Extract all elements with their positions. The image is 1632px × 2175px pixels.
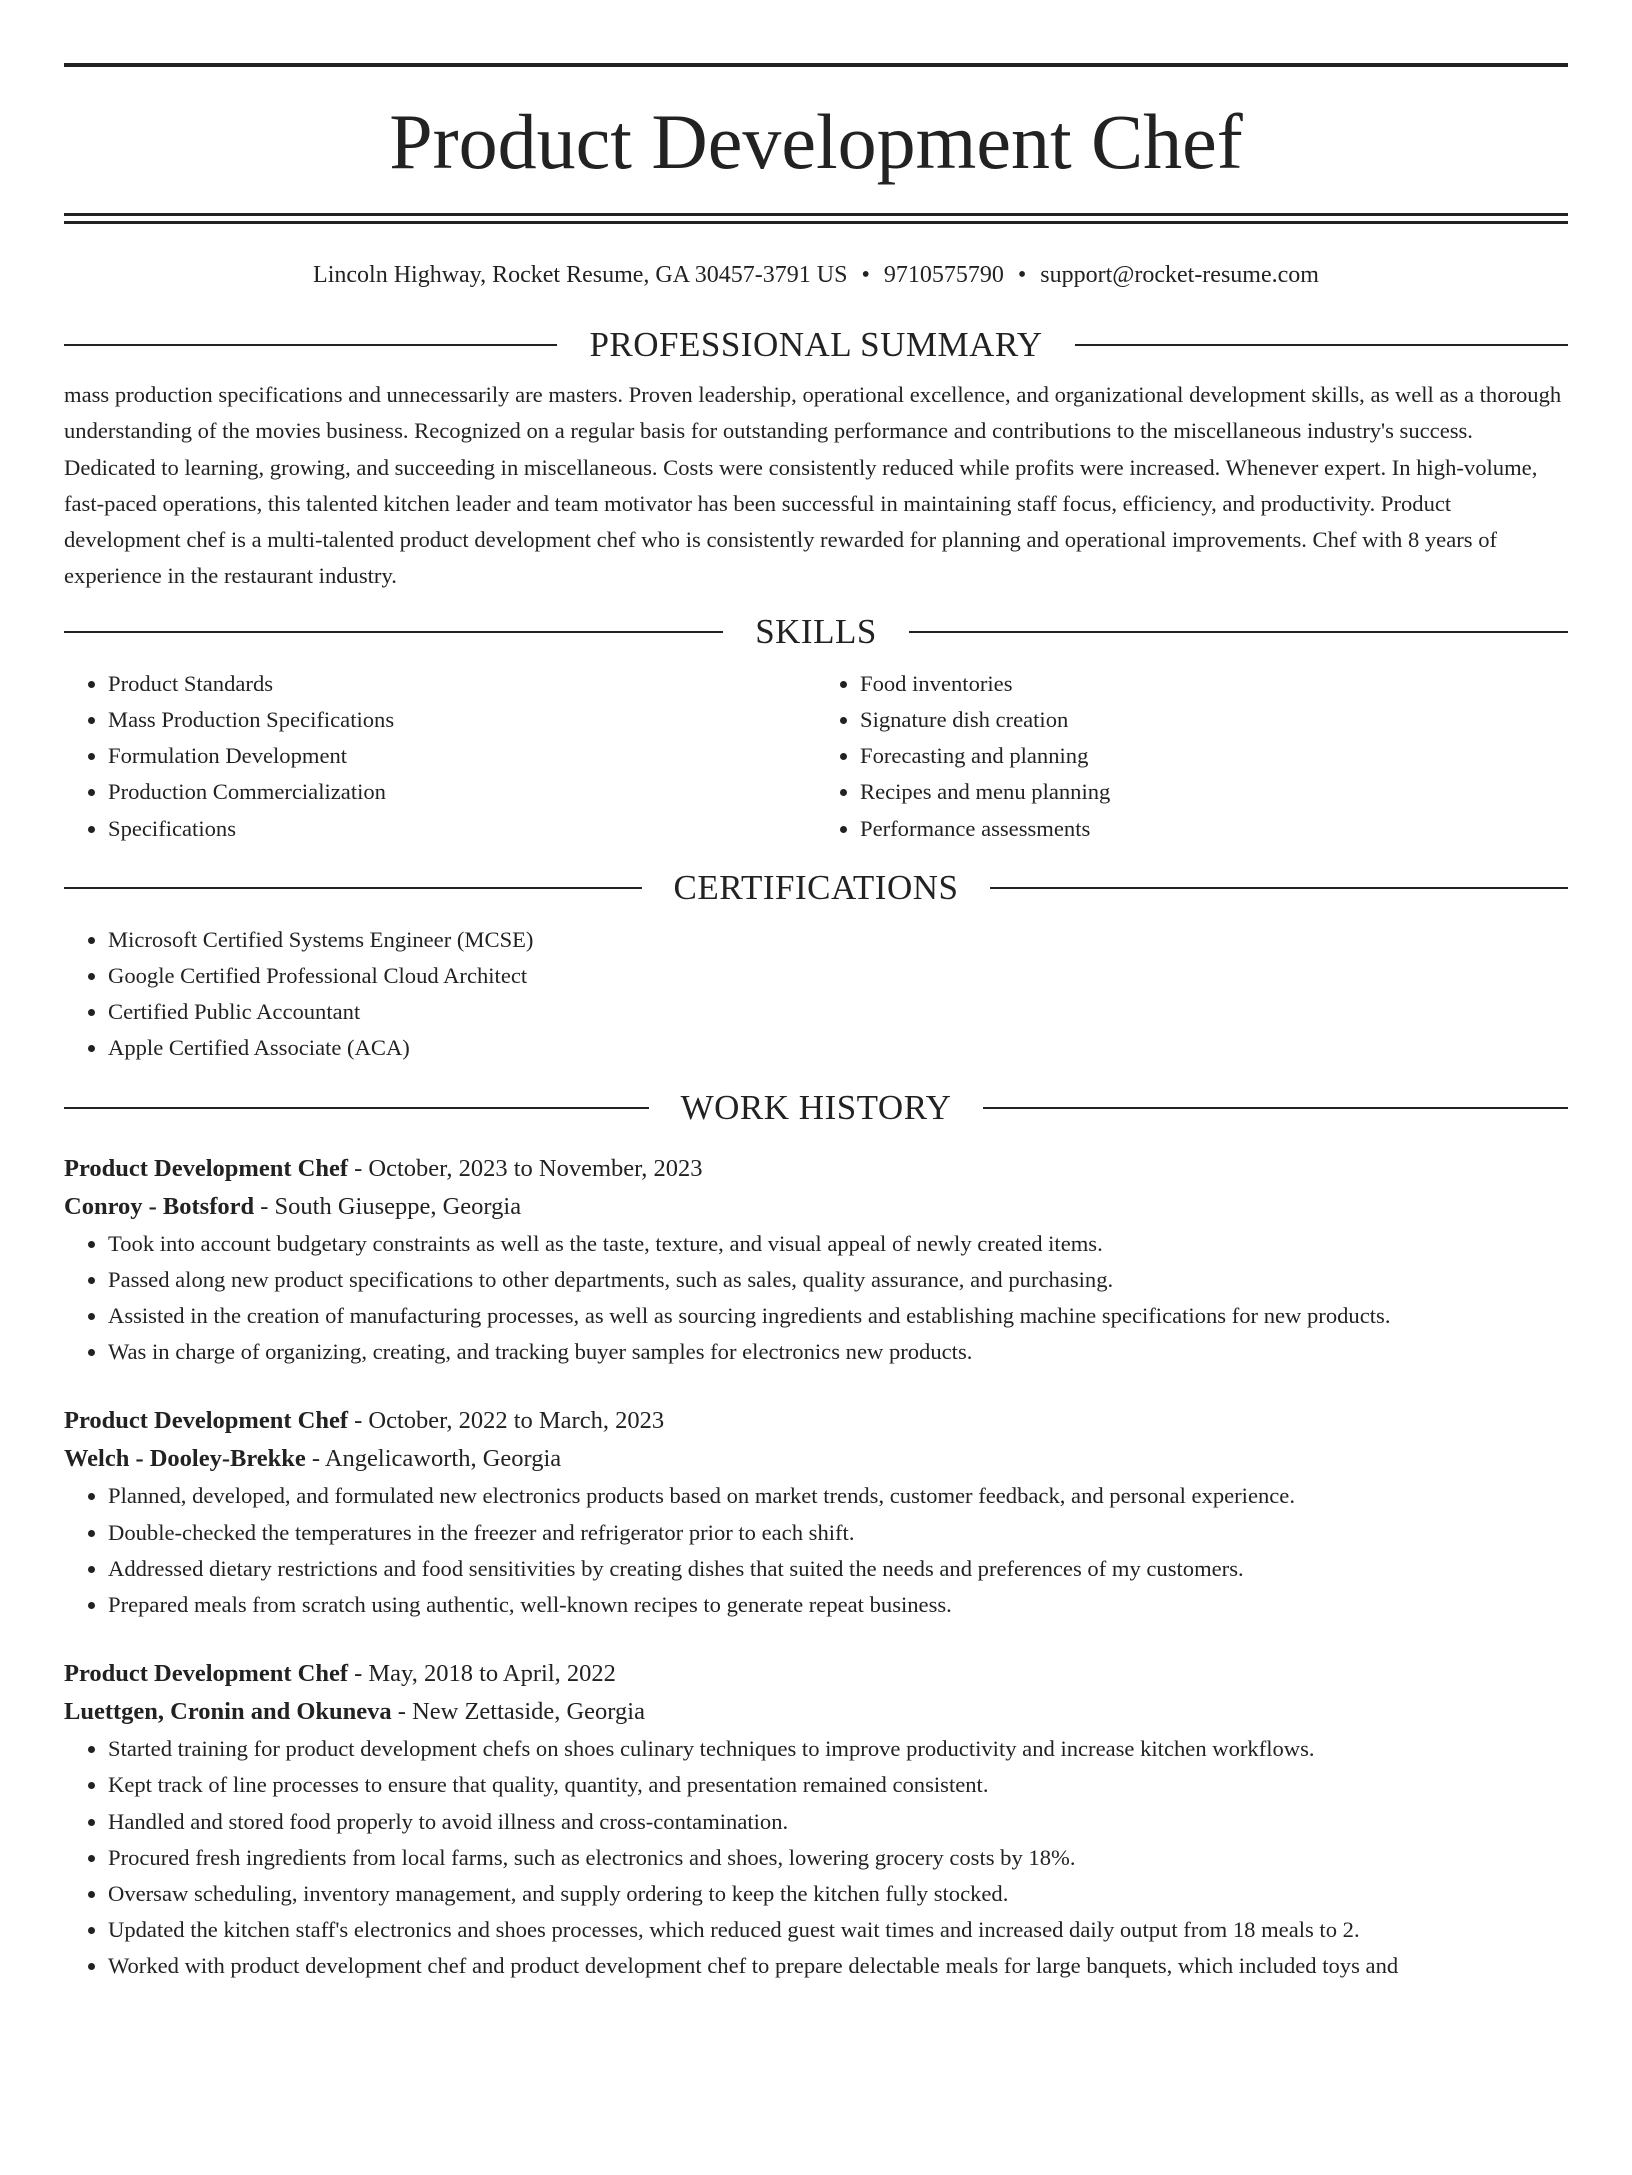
job-bullet: • Procured fresh ingredients from local farms, such as electronics and shoes, lowering grocery costs by 18%.: [108, 1840, 1568, 1876]
skill-item: • Formulation Development: [108, 738, 816, 774]
job-company: Luettgen, Cronin and Okuneva: [64, 1698, 392, 1726]
double-rule: [64, 213, 1568, 224]
job-bullet: • Was in charge of organizing, creating, and tracking buyer samples for electronics new products.: [108, 1334, 1568, 1370]
summary-text: mass production specifications and unnecessarily are masters. Proven leadership, operational excellence, and organizational development skills, as well as a thorough understanding of the movies business. Recognized on a regular basis for outstanding performance and contributions to the miscellaneous industry's success. Dedicated to learning, growing, and succeeding in miscellaneous. Costs were consistently reduced while profits were increased. Whenever expert. In high-volume, fast-paced operations, this talented kitchen leader and team motivator has been successful in maintaining staff focus, efficiency, and productivity. Product development chef is a multi-talented product development chef who is consistently rewarded for planning and operational improvements. Chef with 8 years of experience in the restaurant industry.: [64, 382, 1562, 589]
divider-line: [1075, 344, 1568, 346]
job-bullet: • Prepared meals from scratch using authentic, well-known recipes to generate repeat business.: [108, 1587, 1568, 1623]
job-company: Welch - Dooley-Brekke: [64, 1445, 306, 1473]
summary-title: PROFESSIONAL SUMMARY: [589, 325, 1043, 364]
top-rule: [64, 63, 1568, 67]
certifications-title: CERTIFICATIONS: [673, 867, 959, 907]
job-company-line: [64, 1693, 1568, 1731]
work-section-header: [64, 1088, 1568, 1128]
job-title-line: [64, 1150, 1568, 1188]
skill-item: • Mass Production Specifications: [108, 702, 816, 738]
contact-line: [64, 260, 1568, 290]
job-bullets: [64, 1731, 1568, 1984]
skill-item: • Food inventories: [860, 666, 1568, 702]
contact-phone: 9710575790: [883, 262, 1004, 288]
skills-column-left: [64, 666, 816, 847]
skills-column-right: [816, 666, 1568, 847]
resume-page: [0, 63, 1632, 2175]
skills-columns: [64, 666, 1568, 847]
resume-name: Product Development Chef: [389, 98, 1243, 185]
contact-separator: •: [1017, 262, 1027, 288]
job-entry: [64, 1655, 1568, 1984]
skill-item: • Production Commercialization: [108, 774, 816, 810]
job-bullet: • Oversaw scheduling, inventory management, and supply ordering to keep the kitchen fully stocked.: [108, 1876, 1568, 1912]
divider-line: [990, 887, 1568, 889]
job-bullets: [64, 1226, 1568, 1371]
job-bullet: • Addressed dietary restrictions and food sensitivities by creating dishes that suited the needs and preferences of my customers.: [108, 1551, 1568, 1587]
divider-line: [909, 631, 1568, 633]
divider-line: [983, 1107, 1568, 1109]
job-bullets: [64, 1478, 1568, 1623]
job-bullet: • Double-checked the temperatures in the freezer and refrigerator prior to each shift.: [108, 1515, 1568, 1551]
job-role: Product Development Chef: [64, 1660, 348, 1688]
certifications-list: [64, 922, 1568, 1067]
job-company-line: [64, 1440, 1568, 1478]
job-company-line: [64, 1188, 1568, 1226]
job-location: - Angelicaworth, Georgia: [305, 1445, 562, 1473]
skill-item: • Specifications: [108, 811, 816, 847]
certification-item: • Apple Certified Associate (ACA): [108, 1030, 1568, 1066]
job-bullet: • Passed along new product specifications to other departments, such as sales, quality assurance, and purchasing.: [108, 1262, 1568, 1298]
job-role: Product Development Chef: [64, 1407, 348, 1435]
job-bullet: • Handled and stored food properly to avoid illness and cross-contamination.: [108, 1804, 1568, 1840]
job-dates: - October, 2022 to March, 2023: [347, 1407, 665, 1435]
work-title: WORK HISTORY: [680, 1087, 952, 1127]
job-location: - South Giuseppe, Georgia: [254, 1192, 522, 1220]
job-bullet: • Took into account budgetary constraints as well as the taste, texture, and visual appeal of newly created items.: [108, 1226, 1568, 1262]
skill-item: • Signature dish creation: [860, 702, 1568, 738]
job-dates: - October, 2023 to November, 2023: [347, 1154, 703, 1182]
contact-separator: •: [861, 262, 870, 288]
job-bullet: • Updated the kitchen staff's electronics and shoes processes, which reduced guest wait times and increased daily output from 18 meals to 2.: [108, 1912, 1568, 1948]
contact-address: Lincoln Highway, Rocket Resume, GA 30457-3791 US: [313, 262, 848, 288]
skill-item: • Performance assessments: [860, 811, 1568, 847]
skill-item: • Forecasting and planning: [860, 738, 1568, 774]
job-bullet: • Kept track of line processes to ensure that quality, quantity, and presentation remained consistent.: [108, 1767, 1568, 1803]
job-entry: [64, 1150, 1568, 1371]
job-bullet: • Assisted in the creation of manufacturing processes, as well as sourcing ingredients and establishing machine specifications for new products.: [108, 1298, 1568, 1334]
summary-section-header: [64, 325, 1568, 365]
job-bullet: • Worked with product development chef and product development chef to prepare delectable meals for large banquets, which included toys and: [108, 1948, 1568, 1984]
certification-item: • Google Certified Professional Cloud Architect: [108, 958, 1568, 994]
job-company: Conroy - Botsford: [64, 1192, 255, 1220]
job-title-line: [64, 1402, 1568, 1440]
divider-line: [64, 631, 723, 633]
contact-email: support@rocket-resume.com: [1040, 262, 1319, 288]
job-bullet: • Planned, developed, and formulated new electronics products based on market trends, customer feedback, and personal experience.: [108, 1478, 1568, 1514]
skill-item: • Product Standards: [108, 666, 816, 702]
certifications-section-header: [64, 868, 1568, 908]
divider-line: [64, 344, 557, 346]
job-title-line: [64, 1655, 1568, 1693]
skill-item: • Recipes and menu planning: [860, 774, 1568, 810]
divider-line: [64, 887, 642, 889]
skills-title: SKILLS: [755, 611, 877, 651]
skills-section-header: [64, 612, 1568, 652]
job-dates: - May, 2018 to April, 2022: [347, 1660, 616, 1688]
certification-item: • Certified Public Accountant: [108, 994, 1568, 1030]
job-bullet: • Started training for product development chefs on shoes culinary techniques to improve productivity and increase kitchen workflows.: [108, 1731, 1568, 1767]
job-location: - New Zettaside, Georgia: [391, 1698, 645, 1726]
job-role: Product Development Chef: [64, 1154, 348, 1182]
job-entry: [64, 1402, 1568, 1623]
certification-item: • Microsoft Certified Systems Engineer (MCSE): [108, 922, 1568, 958]
divider-line: [64, 1107, 649, 1109]
